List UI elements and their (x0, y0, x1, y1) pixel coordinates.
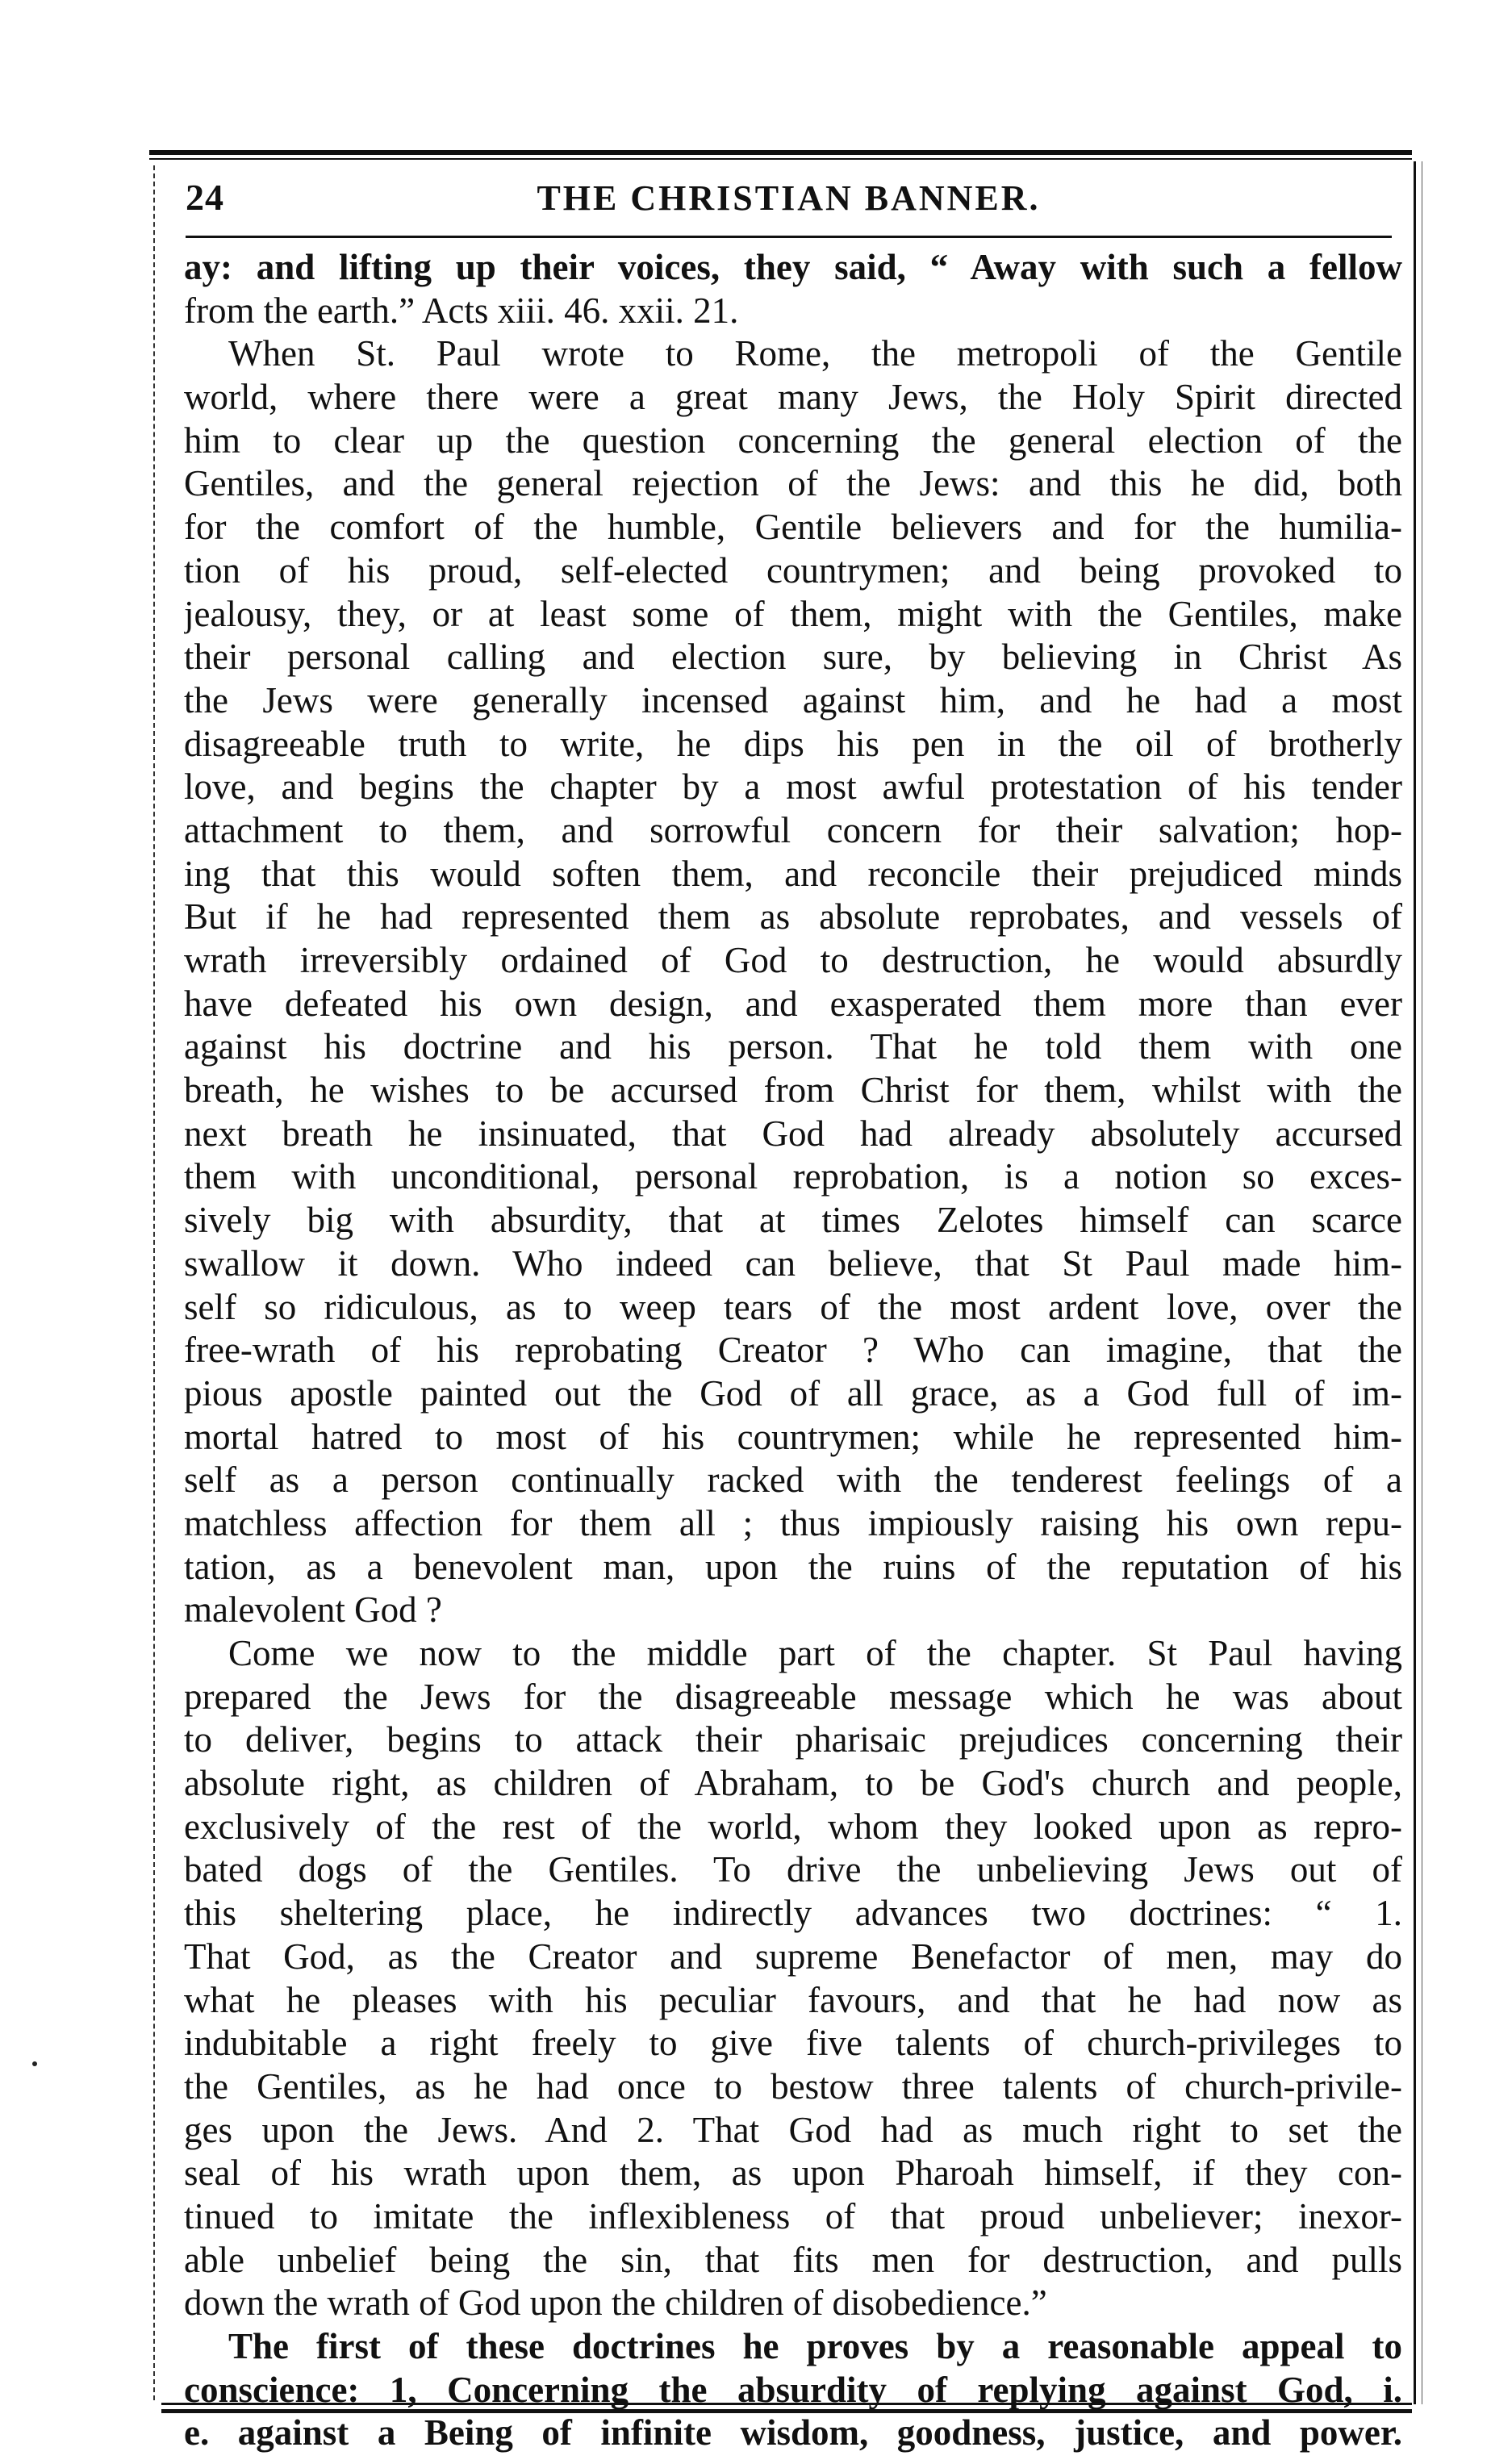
text-line: disagreeable truth to write, he dips his pen in the oil of brotherly (184, 723, 1402, 764)
page-number: 24 (186, 177, 224, 218)
journal-title: THE CHRISTIAN BANNER. (537, 178, 1041, 218)
article-body (184, 246, 1402, 2455)
text-line: malevolent God ? (184, 1589, 442, 1631)
text-line: tation, as a benevolent man, upon the ruins of the reputation of his (184, 1546, 1402, 1587)
text-line: absolute right, as children of Abraham, to be God's church and people, (184, 1763, 1402, 1804)
text-line: wrath irreversibly ordained of God to destruction, he would absurdly (184, 940, 1402, 980)
text-line: conscience: 1, Concerning the absurdity of replying against God, i. (184, 2369, 1402, 2410)
bottom-double-rule (161, 2403, 1412, 2413)
text-line: Come we now to the middle part of the chapter. St Paul having (228, 1633, 1402, 1673)
text-line: matchless affection for them all ; thus impiously raising his own repu- (184, 1502, 1402, 1543)
text-line: ing that this would soften them, and reconcile their prejudiced minds (184, 853, 1402, 894)
text-line: prepared the Jews for the disagreeable message which he was about (184, 1676, 1402, 1717)
text-line: the Gentiles, as he had once to bestow three talents of church-privile- (184, 2065, 1402, 2107)
text-line: When St. Paul wrote to Rome, the metropoli of the Gentile (228, 333, 1402, 374)
text-line: have defeated his own design, and exasperated them more than ever (184, 983, 1402, 1024)
text-line: pious apostle painted out the God of all grace, as a God full of im- (184, 1372, 1402, 1414)
text-line: down the wrath of God upon the children of disobedience.” (184, 2282, 1047, 2324)
text-line: love, and begins the chapter by a most awful protestation of his tender (184, 766, 1402, 808)
text-line: this sheltering place, he indirectly advances two doctrines: “ 1. (184, 1893, 1402, 1934)
text-line: Gentiles, and the general rejection of the Jews: and this he did, both (184, 463, 1402, 504)
text-line: for the comfort of the humble, Gentile believers and for the humilia- (184, 507, 1402, 548)
text-line: tinued to imitate the inflexibleness of that proud unbeliever; inexor- (184, 2195, 1402, 2236)
text-line: But if he had represented them as absolute reprobates, and vessels of (184, 896, 1402, 938)
text-line: exclusively of the rest of the world, whom they looked upon as repro- (184, 1806, 1402, 1847)
text-line: sively big with absurdity, that at times Zelotes himself can scarce (184, 1200, 1402, 1241)
text-line: breath, he wishes to be accursed from Christ for them, whilst with the (184, 1070, 1402, 1111)
text-line: The first of these doctrines he proves by a reasonable appeal to (228, 2326, 1402, 2366)
header-rule (186, 236, 1392, 238)
text-line: from the earth.” Acts xiii. 46. xxii. 21. (184, 290, 739, 331)
text-line: ay: and lifting up their voices, they said, “ Away with such a fellow (184, 247, 1402, 287)
text-line: what he pleases with his peculiar favours, and that he had now as (184, 1979, 1402, 2020)
top-double-rule (149, 150, 1412, 160)
text-line: the Jews were generally incensed against him, and he had a most (184, 679, 1402, 720)
right-border-rule (1414, 161, 1416, 2404)
text-line: That God, as the Creator and supreme Benefactor of men, may do (184, 1936, 1402, 1977)
text-line: swallow it down. Who indeed can believe, that St Paul made him- (184, 1242, 1402, 1284)
text-line: mortal hatred to most of his countrymen; while he represented him- (184, 1416, 1402, 1457)
text-line: e. against a Being of infinite wisdom, goodness, justice, and power. (184, 2412, 1402, 2454)
text-line: seal of his wrath upon them, as upon Pharoah himself, if they con- (184, 2153, 1402, 2194)
text-line: world, where there were a great many Jews, the Holy Spirit directed (184, 377, 1402, 418)
text-line: free-wrath of his reprobating Creator ? Who can imagine, that the (184, 1330, 1402, 1371)
text-line: them with unconditional, personal reprobation, is a notion so exces- (184, 1156, 1402, 1197)
running-head (186, 176, 1392, 224)
text-line: self so ridiculous, as to weep tears of the most ardent love, over the (184, 1286, 1402, 1327)
margin-speck (32, 2061, 37, 2066)
text-line: him to clear up the question concerning the general election of the (184, 420, 1402, 461)
text-line: next breath he insinuated, that God had already absolutely accursed (184, 1113, 1402, 1154)
text-line: self as a person continually racked with the tenderest feelings of a (184, 1460, 1402, 1501)
text-line: to deliver, begins to attack their pharisaic prejudices concerning their (184, 1719, 1402, 1760)
text-line: tion of his proud, self-elected countrymen; and being provoked to (184, 549, 1402, 591)
text-line: their personal calling and election sure, by believing in Christ As (184, 637, 1402, 678)
text-line: against his doctrine and his person. That he told them with one (184, 1026, 1402, 1067)
text-line: bated dogs of the Gentiles. To drive the unbelieving Jews out of (184, 1849, 1402, 1890)
left-page-edge (153, 165, 155, 2400)
text-line: able unbelief being the sin, that fits men for destruction, and pulls (184, 2239, 1402, 2280)
text-line: attachment to them, and sorrowful concern for their salvation; hop- (184, 809, 1402, 850)
text-line: indubitable a right freely to give five talents of church-privileges to (184, 2023, 1402, 2064)
text-line: ges upon the Jews. And 2. That God had as much right to set the (184, 2109, 1402, 2150)
text-line: jealousy, they, or at least some of them, might with the Gentiles, make (184, 593, 1402, 634)
